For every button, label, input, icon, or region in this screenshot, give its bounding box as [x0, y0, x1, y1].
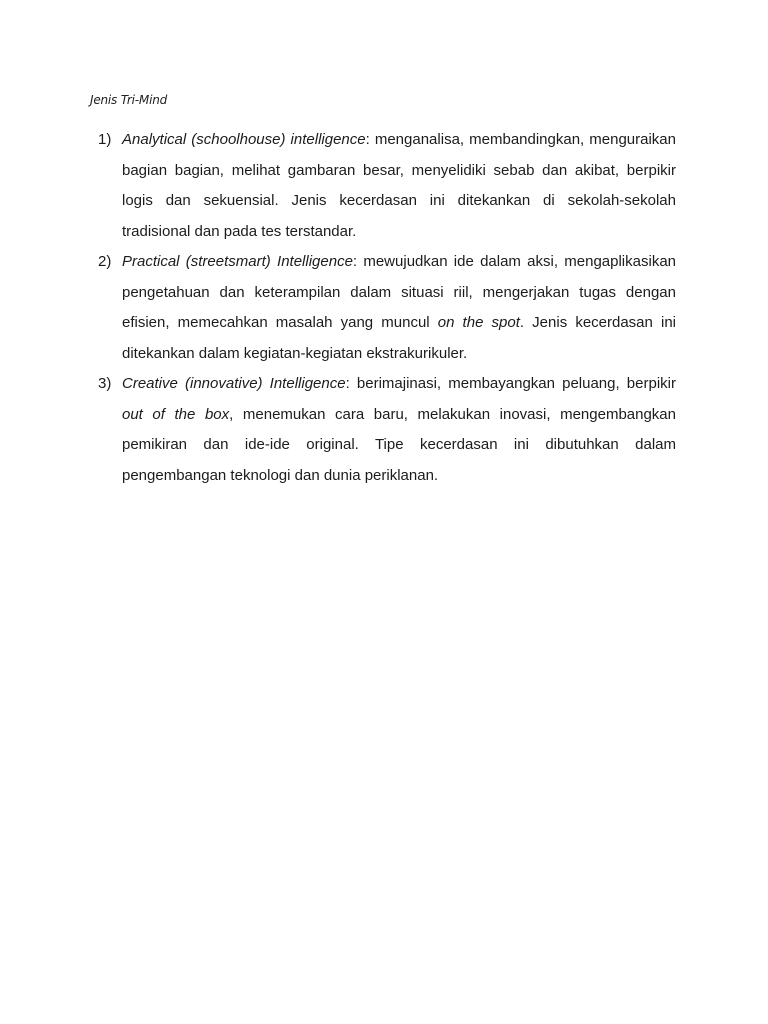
tri-mind-list	[98, 125, 676, 491]
item-term: Analytical (schoolhouse) intelligence	[122, 131, 366, 148]
item-term: Creative (innovative) Intelligence	[122, 375, 346, 392]
item-colon: :	[345, 375, 350, 392]
list-item-practical	[98, 247, 676, 369]
item-description: menganalisa, membandingkan, menguraikan bagian bagian, melihat gambaran besar, menyelidiki sebab dan akibat, berpikir logis dan sekuensial. Jenis kecerdasan ini ditekankan di sekolah-sekolah tradisional dan pada tes terstandar.	[122, 131, 676, 240]
document-title: Jenis Tri-Mind	[90, 93, 168, 107]
item-italic-phrase: on the spot	[437, 314, 520, 331]
item-description-end: , menemukan cara baru, melakukan inovasi, mengembangkan pemikiran dan ide-ide original. Tipe kecerdasan ini dibutuhkan dalam pengembangan teknologi dan dunia periklanan.	[122, 405, 676, 484]
item-colon: :	[365, 131, 370, 148]
item-number: 2)	[98, 253, 112, 270]
item-number: 3)	[98, 375, 112, 392]
item-term: Practical (streetsmart) Intelligence	[122, 253, 353, 270]
item-description-end: . Jenis kecerdasan ini ditekankan dalam kegiatan-kegiatan ekstrakurikuler.	[122, 314, 676, 362]
list-item-analytical	[98, 125, 676, 247]
item-colon: :	[352, 253, 358, 270]
item-description-start: mewujudkan ide dalam aksi, mengaplikasikan pengetahuan dan keterampilan dalam situasi riil, mengerjakan tugas dengan efisien, memecahkan masalah yang muncul	[122, 253, 677, 331]
item-italic-phrase: out of the box	[122, 405, 230, 423]
list-item-creative	[98, 369, 676, 491]
item-description-start: berimajinasi, membayangkan peluang, berpikir	[349, 375, 676, 392]
item-number: 1)	[98, 131, 112, 148]
